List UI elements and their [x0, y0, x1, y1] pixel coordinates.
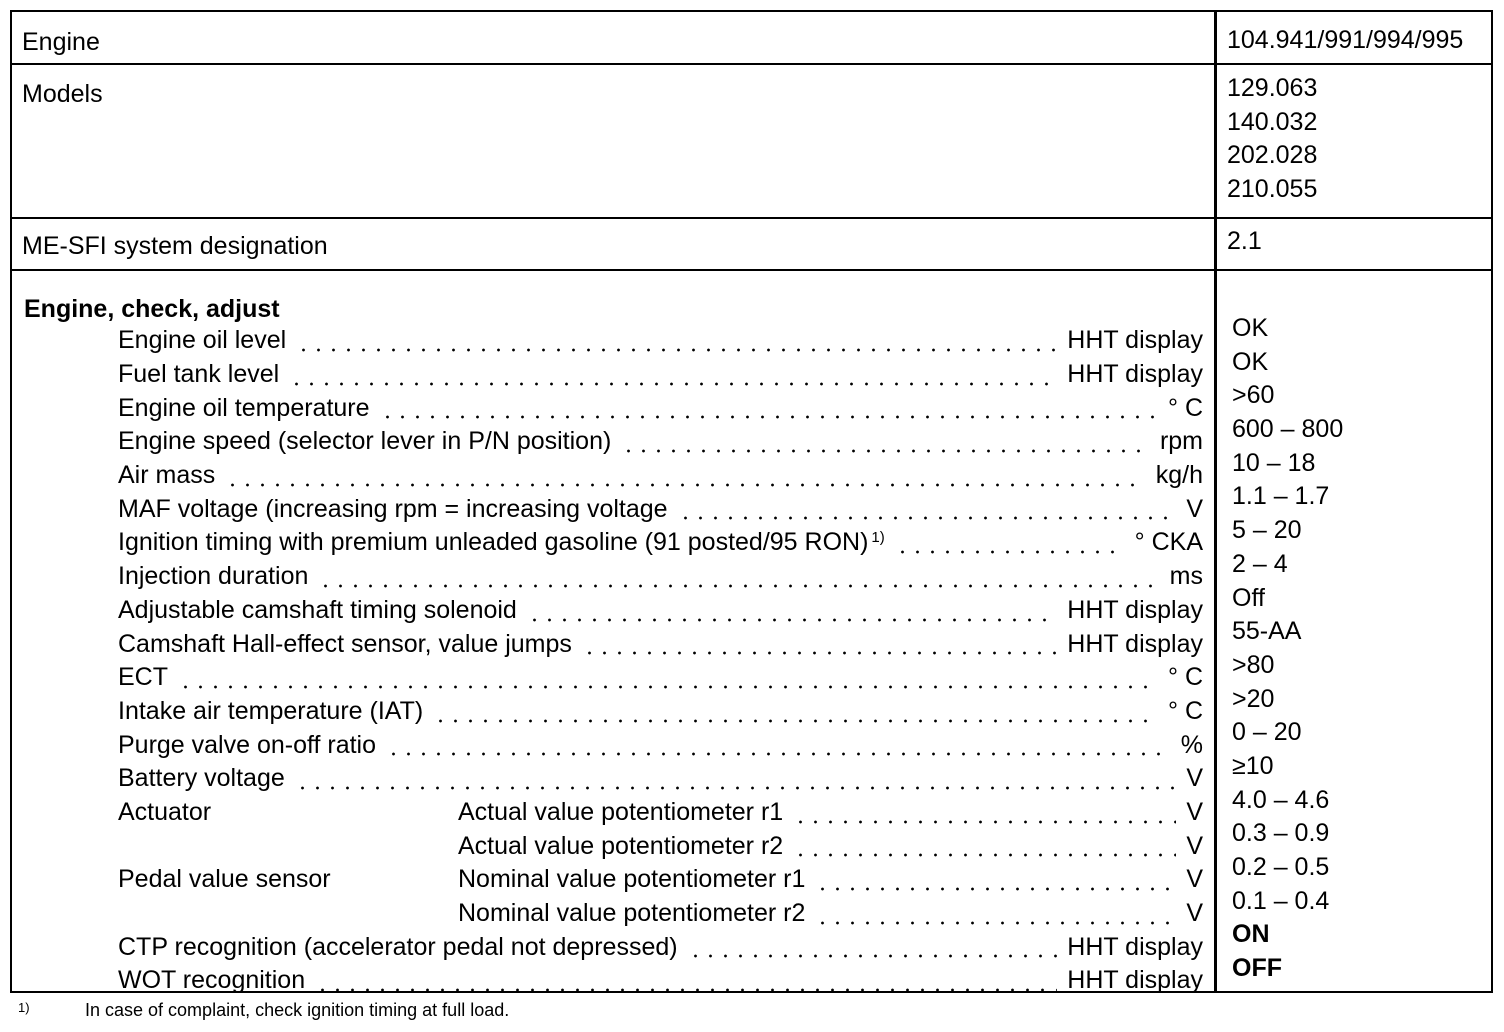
row-divider-engine: [12, 63, 1491, 65]
designation-value: 2.1: [1227, 227, 1262, 255]
param-value: 10 – 18: [1232, 448, 1316, 477]
param-value: >20: [1232, 684, 1275, 713]
row-divider-designation: [12, 269, 1491, 271]
param-unit: kg/h: [1155, 461, 1203, 490]
param-value: Off: [1232, 583, 1265, 612]
model-value: 140.032: [1227, 107, 1318, 136]
param-label: Engine speed (selector lever in P/N position): [118, 427, 612, 456]
param-label: Adjustable camshaft timing solenoid: [118, 595, 517, 624]
dot-leader: [289, 358, 1057, 392]
value-column: [1232, 312, 1343, 986]
dot-leader: [295, 762, 1177, 796]
param-value: 0.2 – 0.5: [1232, 853, 1330, 881]
param-row: [118, 762, 1203, 796]
param-unit: ms: [1169, 562, 1203, 591]
dot-leader: [178, 661, 1158, 695]
param-label: MAF voltage (increasing rpm = increasing voltage: [118, 494, 668, 523]
param-row: [118, 695, 1203, 729]
param-value: >80: [1232, 650, 1275, 679]
param-value: ON: [1232, 920, 1270, 949]
engine-value: 104.941/991/994/995: [1227, 26, 1464, 54]
param-unit: V: [1186, 865, 1203, 894]
section-heading: Engine, check, adjust: [24, 295, 280, 323]
param-unit: HHT display: [1067, 932, 1203, 961]
param-unit: ° CKA: [1134, 528, 1203, 557]
param-label: ECT: [118, 663, 168, 692]
param-value: >60: [1232, 381, 1275, 410]
models-label: Models: [22, 80, 103, 108]
param-label: Engine oil level: [118, 326, 287, 355]
param-unit: ° C: [1168, 393, 1203, 422]
designation-label: ME-SFI system designation: [22, 232, 328, 260]
param-unit: HHT display: [1067, 595, 1203, 624]
param-value: OK: [1232, 347, 1269, 376]
param-value: 600 – 800: [1232, 415, 1344, 444]
param-label: Camshaft Hall-effect sensor, value jumps: [118, 629, 572, 658]
dot-leader: [527, 594, 1057, 628]
param-row: [118, 728, 1203, 762]
dot-leader: [380, 391, 1158, 425]
param-row: [118, 492, 1203, 526]
dot-leader: [225, 459, 1146, 493]
param-unit: ° C: [1168, 696, 1203, 725]
param-sublabel: Nominal value potentiometer r2: [458, 899, 806, 928]
dot-leader: [433, 695, 1158, 729]
param-unit: HHT display: [1067, 326, 1203, 355]
model-value: 202.028: [1227, 141, 1318, 169]
parameter-list: [118, 324, 1203, 998]
param-row: [118, 526, 1203, 560]
param-row: [118, 829, 1203, 863]
param-value: 5 – 20: [1232, 516, 1302, 545]
param-row: [118, 459, 1203, 493]
footnote-text: In case of complaint, check ignition timing at full load.: [85, 1000, 510, 1020]
param-sublabel: Nominal value potentiometer r1: [458, 865, 806, 894]
column-divider: [1214, 12, 1217, 991]
param-row: [118, 796, 1203, 830]
param-row: [118, 661, 1203, 695]
param-unit: HHT display: [1067, 360, 1203, 389]
param-label: Purge valve on-off ratio: [118, 730, 377, 759]
param-row: [118, 425, 1203, 459]
param-value: OK: [1232, 314, 1269, 342]
dot-leader: [582, 627, 1057, 661]
param-value: 55-AA: [1232, 617, 1302, 646]
model-value: 129.063: [1227, 74, 1318, 102]
dot-leader: [315, 964, 1057, 998]
row-divider-models: [12, 217, 1491, 219]
param-label: Injection duration: [118, 562, 309, 591]
param-label: WOT recognition: [118, 966, 306, 995]
param-unit: V: [1186, 899, 1203, 928]
dot-leader: [895, 526, 1125, 560]
param-row: [118, 627, 1203, 661]
param-unit: HHT display: [1067, 629, 1203, 658]
param-label: Fuel tank level: [118, 360, 280, 389]
param-unit: V: [1186, 831, 1203, 860]
param-row: [118, 897, 1203, 931]
param-unit: V: [1186, 764, 1203, 793]
param-row: [118, 863, 1203, 897]
dot-leader: [815, 863, 1176, 897]
dot-leader: [793, 829, 1176, 863]
param-value: 2 – 4: [1232, 549, 1288, 578]
param-row: [118, 594, 1203, 628]
spec-table: [10, 10, 1493, 993]
param-label: Actuator: [118, 797, 212, 826]
param-label-text: Ignition timing with premium unleaded gasoline (91 posted/95 RON): [118, 528, 869, 557]
dot-leader: [815, 897, 1176, 931]
param-unit: %: [1180, 730, 1203, 759]
param-value: 0 – 20: [1232, 718, 1302, 747]
param-label: Pedal value sensor: [118, 865, 331, 894]
dot-leader: [386, 728, 1171, 762]
param-value: 4.0 – 4.6: [1232, 785, 1330, 814]
param-label: [118, 528, 885, 557]
dot-leader: [793, 796, 1176, 830]
dot-leader: [688, 930, 1058, 964]
param-sublabel: Actual value potentiometer r1: [458, 797, 784, 826]
param-value: 0.1 – 0.4: [1232, 886, 1330, 915]
dot-leader: [318, 560, 1159, 594]
models-values: [1227, 72, 1317, 206]
param-sublabel: Actual value potentiometer r2: [458, 831, 784, 860]
param-row: [118, 324, 1203, 358]
param-unit: V: [1186, 494, 1203, 523]
dot-leader: [621, 425, 1150, 459]
param-row: [118, 560, 1203, 594]
model-value: 210.055: [1227, 174, 1318, 203]
param-label: Air mass: [118, 461, 216, 490]
engine-label: Engine: [22, 28, 100, 56]
dot-leader: [296, 324, 1057, 358]
param-unit: V: [1186, 797, 1203, 826]
param-label: Engine oil temperature: [118, 393, 370, 422]
param-value: 0.3 – 0.9: [1232, 819, 1330, 848]
footnote-marker: 1): [18, 1000, 30, 1015]
param-row: [118, 930, 1203, 964]
param-unit: HHT display: [1067, 966, 1203, 995]
param-label: CTP recognition (accelerator pedal not depressed): [118, 932, 678, 961]
param-unit: ° C: [1168, 663, 1203, 692]
dot-leader: [678, 492, 1177, 526]
footnote-ref: 1): [871, 529, 885, 547]
param-value: OFF: [1232, 954, 1282, 983]
param-row: [118, 358, 1203, 392]
param-row: [118, 964, 1203, 998]
param-value: ≥10: [1232, 751, 1274, 780]
param-label: Battery voltage: [118, 764, 285, 793]
param-label: Intake air temperature (IAT): [118, 696, 424, 725]
param-value: 1.1 – 1.7: [1232, 482, 1330, 511]
param-row: [118, 391, 1203, 425]
param-unit: rpm: [1159, 427, 1203, 456]
